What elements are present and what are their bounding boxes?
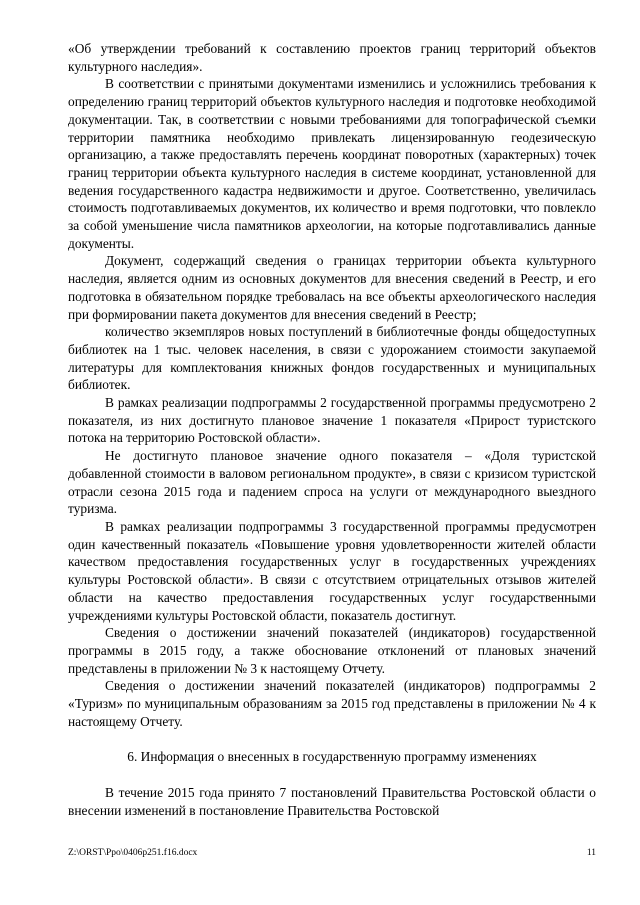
paragraph: Сведения о достижении значений показателей (индикаторов) подпрограммы 2 «Туризм» по муниципальным образованиям за 2015 год представлены в приложении № 4 к настоящему Отчету.	[68, 678, 596, 729]
paragraph: количество экземпляров новых поступлений в библиотечные фонды общедоступных библиотек на 1 тыс. человек населения, в связи с удорожанием стоимости закупаемой литературы для комплектования книжных фондов государственных и муниципальных библиотек.	[68, 324, 596, 393]
paragraph-continuation: «Об утверждении требований к составлению проектов границ территорий объектов культурного наследия».	[68, 41, 596, 74]
paragraph: Не достигнуто плановое значение одного показателя – «Доля туристской добавленной стоимости в валовом региональном продукте», в связи с кризисом туристской отрасли сезона 2015 года и падением спроса на услуги от международного выездного туризма.	[68, 448, 596, 517]
paragraph: В рамках реализации подпрограммы 2 государственной программы предусмотрено 2 показателя, из них достигнуто плановое значение 1 показателя «Прирост туристского потока на территорию Ростовской области».	[68, 395, 596, 446]
paragraph: Сведения о достижении значений показателей (индикаторов) государственной программы в 2015 году, а также обоснование отклонений от плановых значений представлены в приложении № 3 к настоящему Отчету.	[68, 625, 596, 676]
paragraph: В рамках реализации подпрограммы 3 государственной программы предусмотрен один качественный показатель «Повышение уровня удовлетворенности жителей области качеством предоставления государственных услуг в государственных учреждениях культуры Ростовской области». В связи с отсутствием отрицательных отзывов жителей области на качество предоставления государственных услуг государственными учреждениями культуры Ростовской области, показатель достигнут.	[68, 518, 596, 623]
file-path: Z:\ORST\Ppo\0406p251.f16.docx	[68, 848, 198, 858]
page-number: 11	[586, 848, 596, 858]
document-body	[68, 40, 596, 820]
paragraph: В течение 2015 года принято 7 постановлений Правительства Ростовской области о внесении изменений в постановление Правительства Ростовской	[68, 785, 596, 818]
paragraph: В соответствии с принятыми документами изменились и усложнились требования к определению границ территорий объектов культурного наследия и подготовке необходимой документации. Так, в соответствии с новыми требованиями для топографической съемки территории памятника необходимо привлекать лицензированную геодезическую организацию, а также предоставлять перечень координат поворотных (характерных) точек границ территории объекта культурного наследия в системе координат, установленной для ведения государственного кадастра недвижимости и другое. Соответственно, увеличилась стоимость подготавливаемых документов, их количество и время подготовки, что повлекло за собой уменьшение числа памятников археологии, на которые подготавливались данные документы.	[68, 76, 596, 251]
paragraph: Документ, содержащий сведения о границах территории объекта культурного наследия, является одним из основных документов для внесения сведений в Реестр, и его подготовка в обязательном порядке требовалась на все объекты археологического наследия при формировании пакета документов для внесения сведений в Реестр;	[68, 253, 596, 322]
page-footer	[68, 848, 596, 858]
section-heading: 6. Информация о внесенных в государственную программу изменениях	[127, 749, 537, 765]
